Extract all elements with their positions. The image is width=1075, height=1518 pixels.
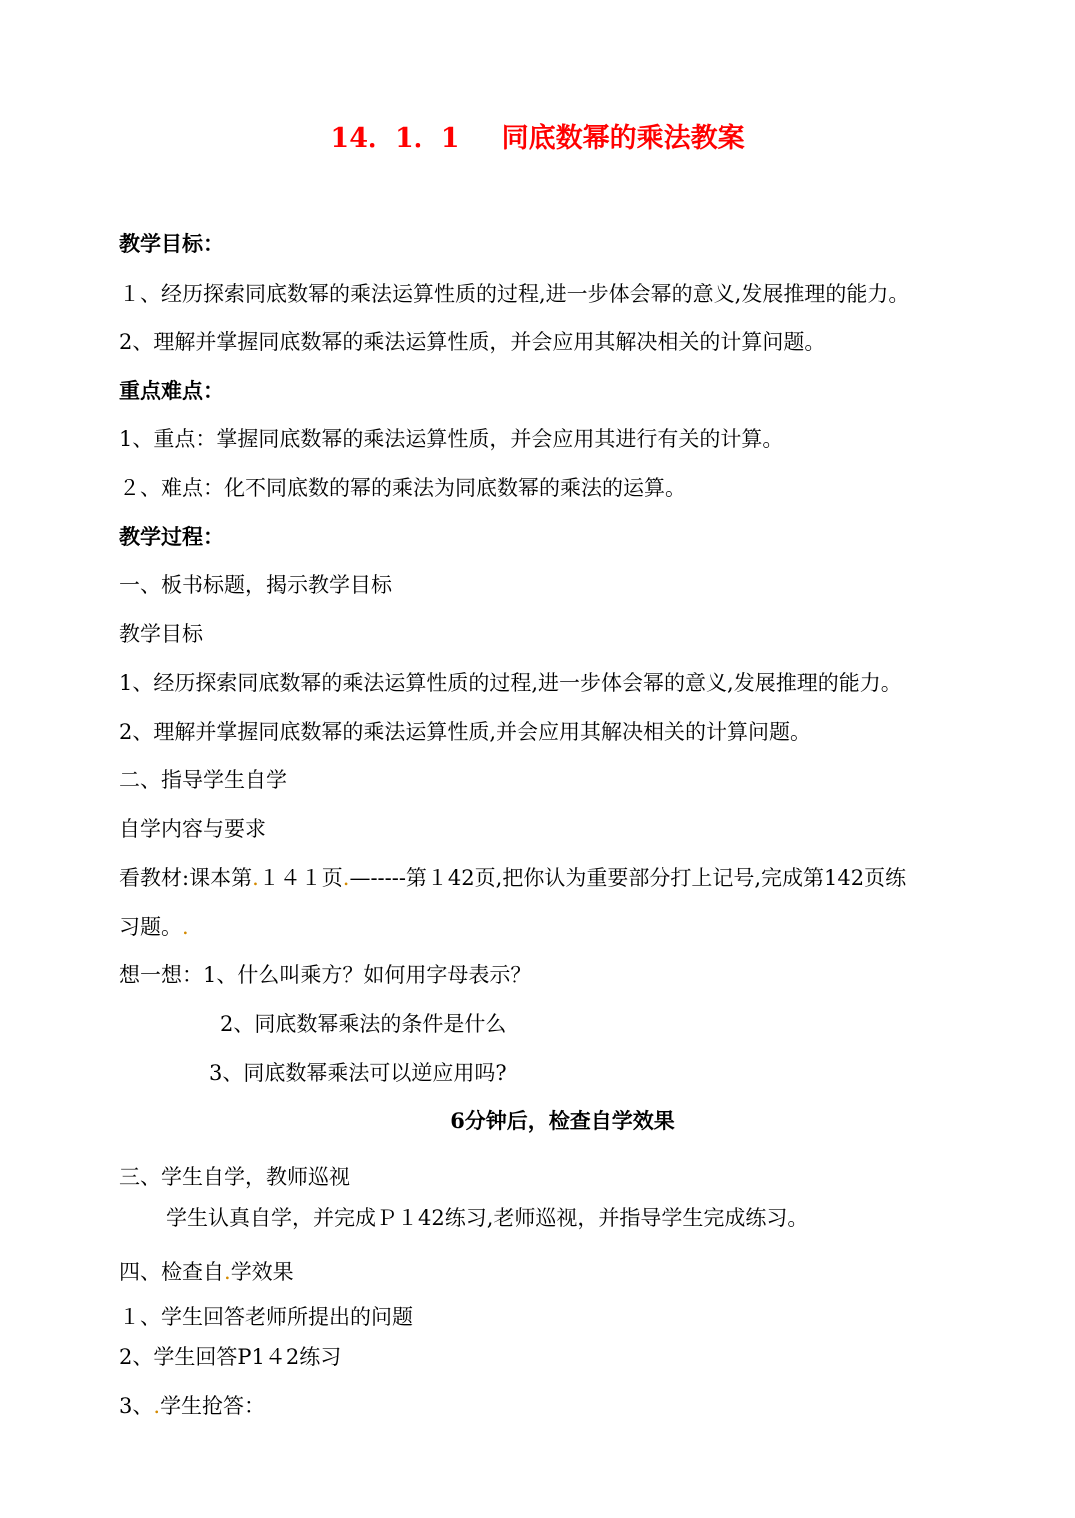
document-title (0, 122, 1075, 156)
step-4-text-a: 四、检查自 (119, 1260, 224, 1284)
reading-text-c: —-----第１42页,把你认为重要部分打上记号,完成第142页练 (349, 866, 907, 890)
orange-dot: . (224, 1260, 231, 1284)
think-question-1: 想一想：1、什么叫乘方？如何用字母表示？ (119, 963, 532, 987)
step-1-item-1: 1、经历探索同底数幂的乘法运算性质的过程,进一步体会幂的意义,发展推理的能力。 (119, 671, 902, 695)
step-4-item-3 (119, 1392, 265, 1420)
step-2-title: 二、指导学生自学 (119, 768, 287, 792)
step-1-subtitle: 教学目标 (119, 622, 203, 646)
reading-assignment-line-2 (119, 913, 189, 941)
reading-text-a: 看教材:课本第 (119, 866, 253, 890)
orange-dot: . (252, 866, 259, 890)
think-question-2: 2、同底数幂乘法的条件是什么 (220, 1012, 507, 1036)
step-2-subtitle: 自学内容与要求 (119, 817, 266, 841)
key-point-2: ２、难点：化不同底数的幂的乘法为同底数幂的乘法的运算。 (119, 476, 686, 500)
step-3-detail: 学生认真自学，并完成Ｐ１42练习,老师巡视，并指导学生完成练习。 (166, 1206, 809, 1230)
key-point-1: 1、重点：掌握同底数幂的乘法运算性质，并会应用其进行有关的计算。 (119, 427, 784, 451)
objective-item-2: 2、理解并掌握同底数幂的乘法运算性质，并会应用其解决相关的计算问题。 (119, 330, 826, 354)
title-number: 14．1．1 (330, 123, 460, 154)
step-1-title: 一、板书标题，揭示教学目标 (119, 573, 392, 597)
step-4-item-2: 2、学生回答P1４2练习 (119, 1345, 342, 1369)
step-4-item-3-text-b: 学生抢答： (160, 1394, 266, 1418)
think-question-3: 3、同底数幂乘法可以逆应用吗? (209, 1061, 507, 1085)
orange-dot: . (182, 915, 189, 939)
reading-text-d: 习题。 (119, 915, 182, 939)
check-note: 6分钟后，检查自学效果 (450, 1108, 675, 1133)
step-3-title: 三、学生自学，教师巡视 (119, 1165, 350, 1189)
key-points-heading: 重点难点： (119, 378, 224, 403)
step-4-title (119, 1258, 294, 1286)
orange-dot: . (153, 1394, 161, 1418)
step-4-item-3-text-a: 3、 (119, 1394, 154, 1418)
title-text: 同底数幂的乘法教案 (501, 123, 745, 154)
process-heading: 教学过程： (119, 524, 224, 549)
objective-item-1: １、经历探索同底数幂的乘法运算性质的过程,进一步体会幂的意义,发展推理的能力。 (119, 282, 910, 306)
reading-assignment-line-1 (119, 864, 906, 892)
step-1-item-2: 2、理解并掌握同底数幂的乘法运算性质,并会应用其解决相关的计算问题。 (119, 720, 812, 744)
step-4-text-b: 学效果 (230, 1260, 294, 1284)
reading-text-b: １４１页 (258, 866, 343, 890)
step-4-item-1: １、学生回答老师所提出的问题 (119, 1305, 413, 1329)
orange-dot: . (342, 866, 350, 890)
objectives-heading: 教学目标： (119, 231, 224, 256)
